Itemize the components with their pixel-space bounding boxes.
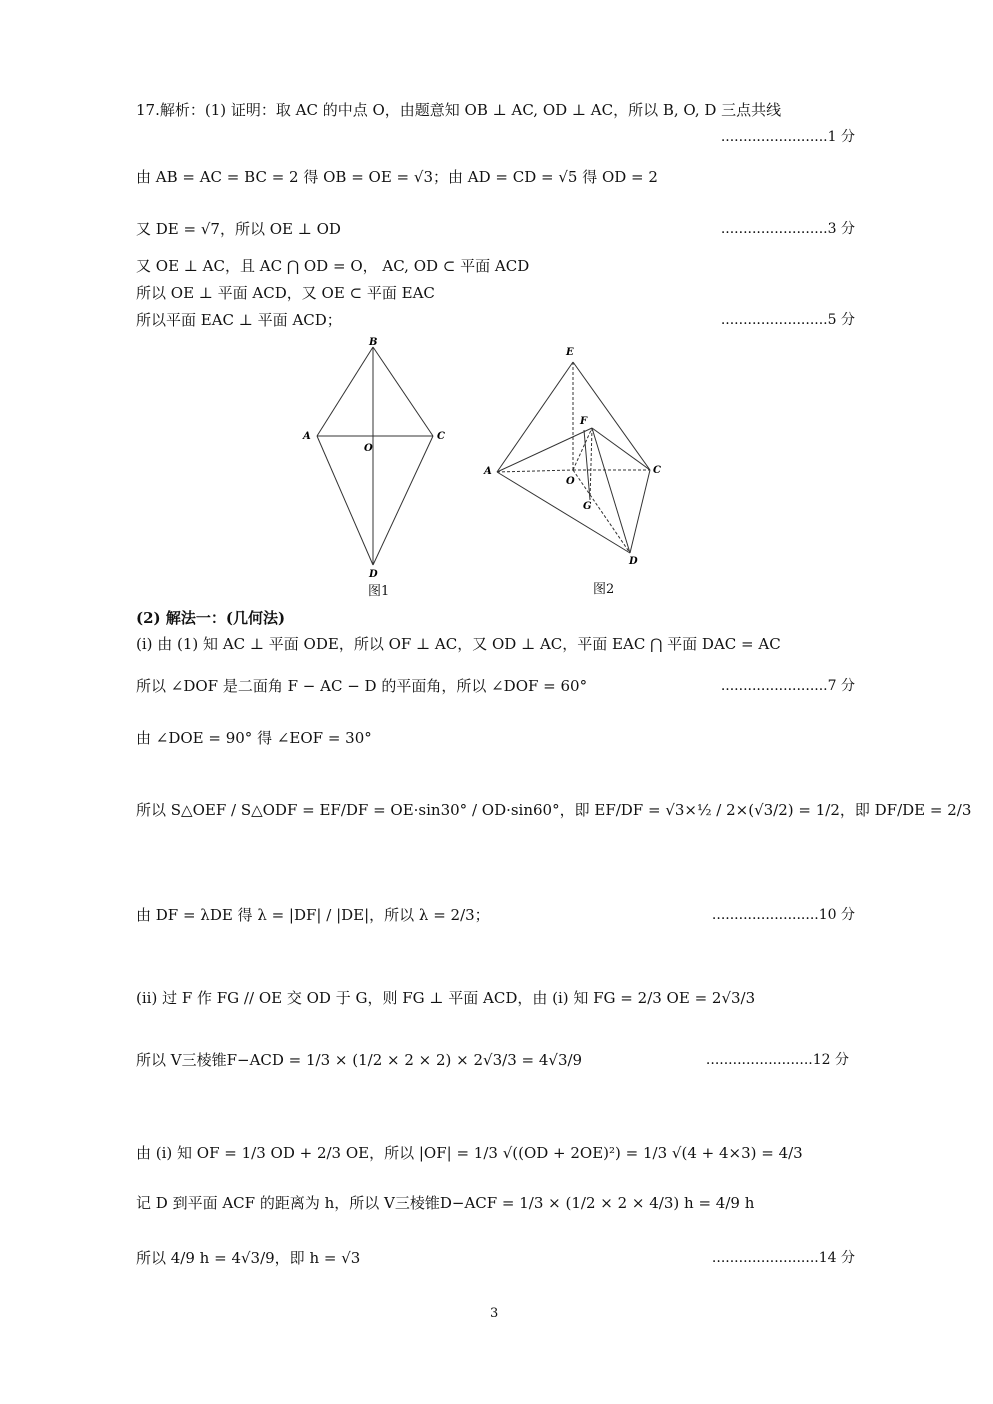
label-B: B <box>369 337 378 348</box>
points-3: ........................3 分 <box>720 221 855 237</box>
figure-1 <box>300 335 450 580</box>
label-O: O <box>566 476 575 487</box>
points-14: ........................14 分 <box>711 1250 855 1266</box>
line-16: 记 D 到平面 ACF 的距离为 h，所以 V三棱锥D−ACF = 1/3 × (1/2 × 2 × 4/3) h = 4/9 h <box>136 1194 755 1212</box>
line-6: 所以平面 EAC ⊥ 平面 ACD； <box>136 311 342 329</box>
line-4: 又 OE ⊥ AC，且 AC ⋂ OD = O， AC, OD ⊂ 平面 ACD <box>136 257 530 275</box>
label-A: A <box>303 431 311 442</box>
line-11: 所以 S△OEF / S△ODF = EF/DF = OE·sin30° / OD·sin60°，即 EF/DF = √3×½ / 2×(√3/2) = 1/2，即 DF/DE = 2/3 <box>136 801 972 819</box>
edge-EA <box>497 362 573 472</box>
edge-BC <box>373 347 433 436</box>
page-number: 3 <box>490 1306 499 1321</box>
edge-FC <box>592 428 650 470</box>
label-D: D <box>629 556 638 567</box>
edge-FG <box>590 428 592 500</box>
label-A: A <box>484 466 492 477</box>
points-7: ........................7 分 <box>720 678 855 694</box>
line-1: 17.解析：(1) 证明：取 AC 的中点 O，由题意知 OB ⊥ AC, OD ⊥ AC，所以 B, O, D 三点共线 <box>136 101 782 119</box>
line-2: 由 AB = AC = BC = 2 得 OB = OE = √3；由 AD = CD = √5 得 OD = 2 <box>136 168 658 186</box>
label-D: D <box>369 569 378 580</box>
line-15: 由 (i) 知 OF = 1/3 OD + 2/3 OE，所以 |OF| = 1/3 √((OD + 2OE)²) = 1/3 √(4 + 4×3) = 4/3 <box>136 1144 803 1162</box>
label-G: G <box>583 501 592 512</box>
label-C: C <box>653 465 661 476</box>
edge-CD <box>630 470 650 553</box>
label-C: C <box>437 431 445 442</box>
edge-AO <box>497 470 573 472</box>
line-5: 所以 OE ⊥ 平面 ACD，又 OE ⊂ 平面 EAC <box>136 284 435 302</box>
points-5: ........................5 分 <box>720 312 855 328</box>
edge-FD <box>592 428 630 553</box>
edge-AD <box>497 472 630 553</box>
label-E: E <box>566 347 574 358</box>
edge-CD <box>373 436 433 565</box>
edge-AD <box>317 436 373 565</box>
points-12: ........................12 分 <box>705 1052 849 1068</box>
label-O: O <box>364 443 373 454</box>
edge-FD2 <box>584 430 590 500</box>
line-10: 由 ∠DOE = 90° 得 ∠EOF = 30° <box>136 729 372 747</box>
edge-OD <box>573 470 630 553</box>
points-1: ........................1 分 <box>720 129 855 145</box>
edge-AF <box>497 428 592 472</box>
line-17: 所以 4/9 h = 4√3/9，即 h = √3 <box>136 1249 361 1267</box>
figure-2 <box>480 340 670 575</box>
edge-OF <box>573 428 592 470</box>
points-10: ........................10 分 <box>711 907 855 923</box>
line-8: (i) 由 (1) 知 AC ⊥ 平面 ODE，所以 OF ⊥ AC，又 OD ⊥ AC，平面 EAC ⋂ 平面 DAC = AC <box>136 635 781 653</box>
line-7: (2) 解法一：(几何法) <box>136 609 286 627</box>
label-F: F <box>580 416 588 427</box>
line-12: 由 DF = λDE 得 λ = |DF| / |DE|，所以 λ = 2/3； <box>136 906 490 924</box>
line-9: 所以 ∠DOF 是二面角 F − AC − D 的平面角，所以 ∠DOF = 60° <box>136 677 588 695</box>
line-3: 又 DE = √7，所以 OE ⊥ OD <box>136 220 341 238</box>
line-14: 所以 V三棱锥F−ACD = 1/3 × (1/2 × 2 × 2) × 2√3/3 = 4√3/9 <box>136 1051 583 1069</box>
edge-AB <box>317 347 373 436</box>
line-13: (ii) 过 F 作 FG // OE 交 OD 于 G，则 FG ⊥ 平面 ACD，由 (i) 知 FG = 2/3 OE = 2√3/3 <box>136 989 756 1007</box>
figure-1-caption: 图1 <box>368 584 390 599</box>
figure-2-caption: 图2 <box>593 582 615 597</box>
